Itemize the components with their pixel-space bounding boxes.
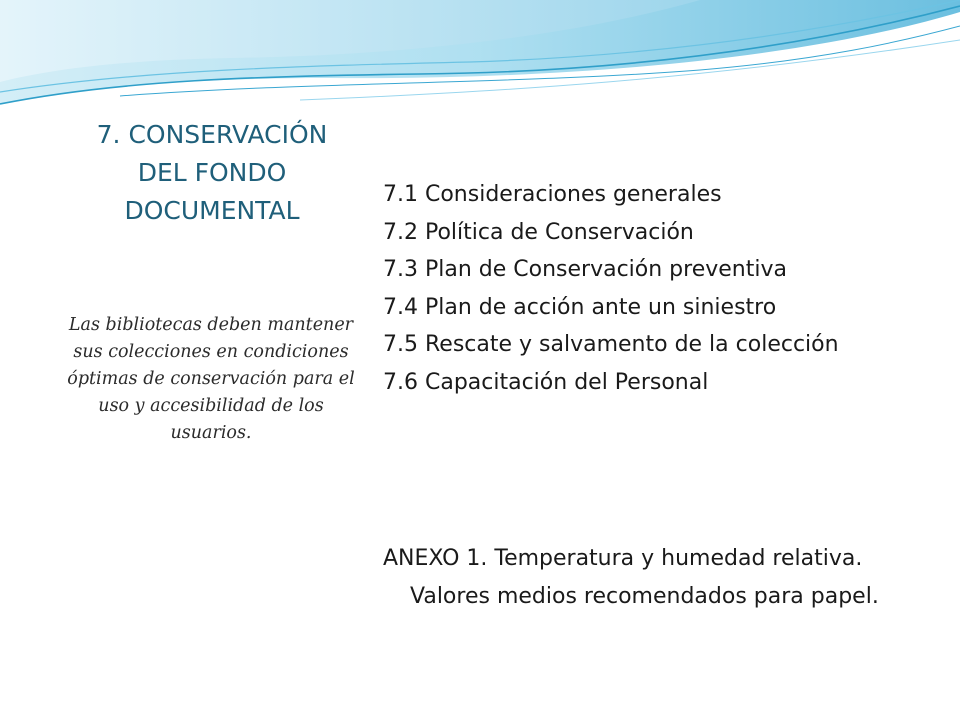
title-line: DEL FONDO: [137, 158, 287, 187]
contents-item: 7.1 Consideraciones generales: [383, 182, 722, 207]
contents-item: 7.4 Plan de acción ante un siniestro: [383, 294, 777, 320]
contents-item: 7.6 Capacitación del Personal: [383, 369, 709, 395]
title-line: DOCUMENTAL: [124, 196, 300, 225]
contents-list: [383, 176, 943, 401]
slide-title: [62, 116, 362, 230]
contents-item: 7.2 Política de Conservación: [383, 219, 694, 245]
contents-item: 7.5 Rescate y salvamento de la colección: [383, 332, 839, 357]
header-wave-decoration: [0, 0, 960, 120]
title-line: 7. CONSERVACIÓN: [96, 120, 328, 149]
intro-text: Las bibliotecas deben mantener sus colecciones en condiciones óptimas de conservación para el uso y accesibilidad de los usuarios.: [67, 315, 355, 443]
contents-item: 7.3 Plan de Conservación preventiva: [383, 257, 787, 282]
annex-item: ANEXO 1. Temperatura y humedad relativa. Valores medios recomendados para papel.: [383, 546, 879, 609]
